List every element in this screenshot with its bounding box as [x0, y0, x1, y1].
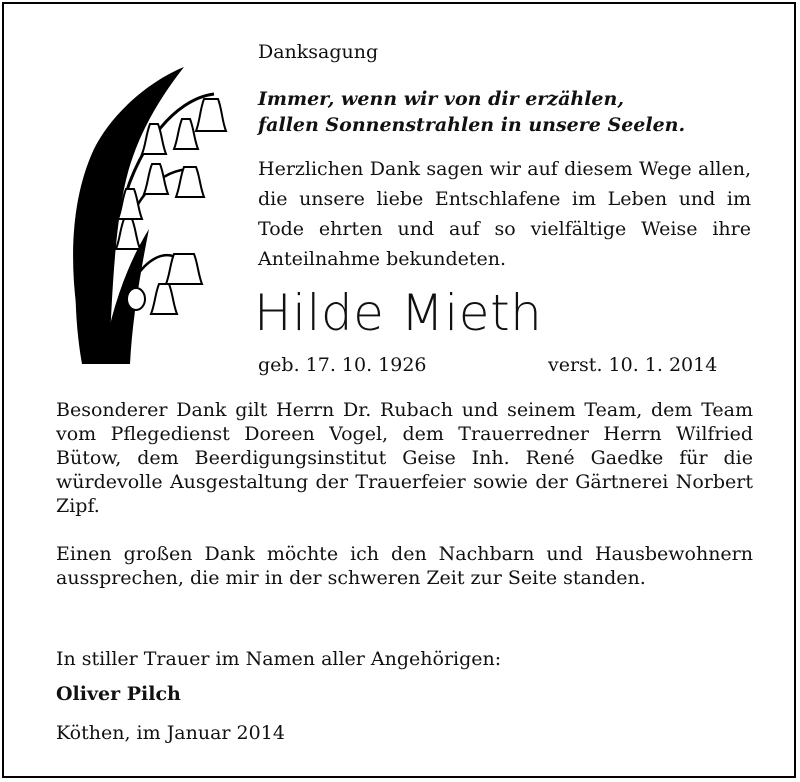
deceased-name: Hilde Mieth [254, 284, 543, 342]
quote [258, 86, 685, 138]
closing-line: In stiller Trauer im Namen aller Angehörigen: [56, 648, 502, 670]
obituary-notice [2, 2, 796, 778]
death-date: verst. 10. 1. 2014 [548, 354, 718, 376]
paragraph-2: Einen großen Dank möchte ich den Nachbarn und Hausbewohnern aussprechen, die mir in der schweren Zeit zur Seite standen. [56, 543, 753, 589]
heading: Danksagung [258, 41, 379, 63]
thanks-text: Herzlichen Dank sagen wir auf diesem Wege allen, die unsere liebe Entschlafene im Leben und im Tode ehrten und auf so vielfältige Weise ihre Anteilnahme bekundeten. [258, 158, 751, 270]
paragraph-1: Besonderer Dank gilt Herrn Dr. Rubach und seinem Team, dem Team vom Pflegedienst Doreen Vogel, dem Trauerredner Herrn Wilfried Bütow, dem Beerdigungsinstitut Geise Inh. René Gaedke für die würdevolle Ausgestaltung der Trauerfeier sowie der Gärtnerei Norbert Zipf. [56, 399, 753, 517]
lily-of-the-valley-icon [64, 59, 234, 374]
quote-line-2: fallen Sonnenstrahlen in unsere Seelen. [258, 114, 686, 136]
quote-line-1: Immer, wenn wir von dir erzählen, [258, 88, 624, 110]
place-date: Köthen, im Januar 2014 [56, 722, 285, 744]
birth-date: geb. 17. 10. 1926 [258, 354, 427, 376]
signer-name: Oliver Pilch [56, 683, 181, 705]
